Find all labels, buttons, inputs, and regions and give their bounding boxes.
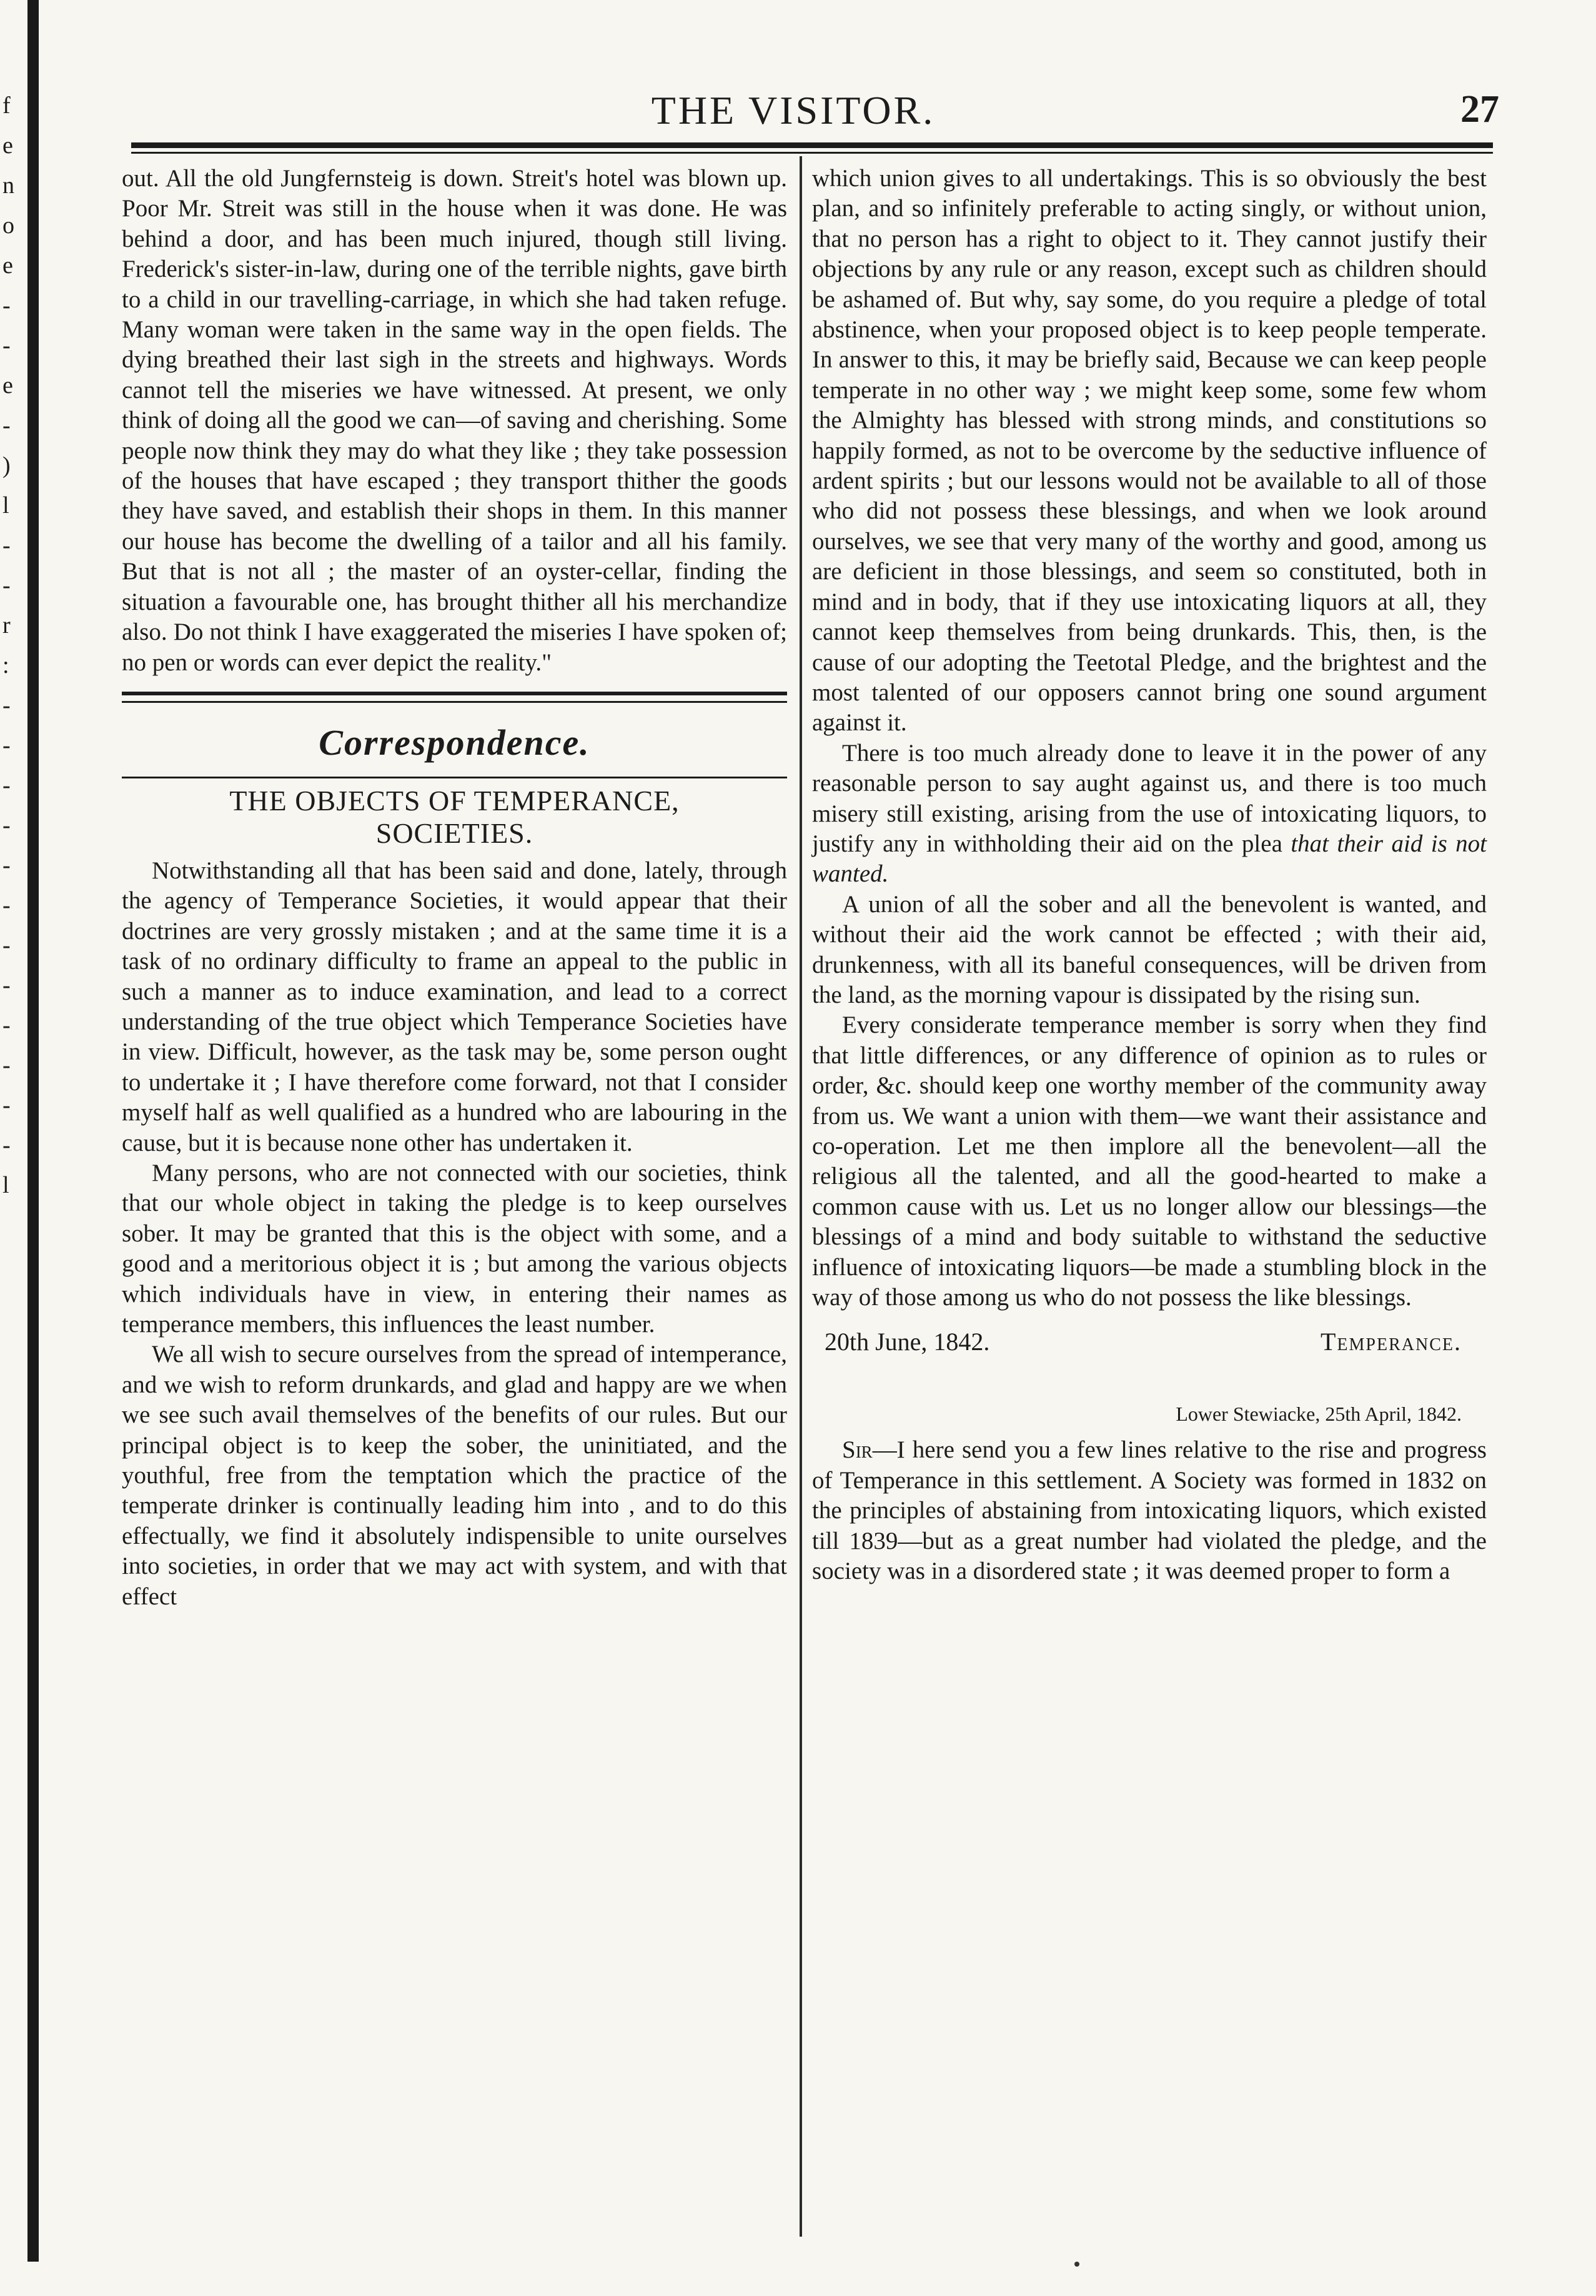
section-rule-thin	[122, 701, 787, 703]
margin-fragment: r	[2, 612, 11, 639]
article-paragraph: Many persons, who are not connected with our societies, think that our whole object in taking the pledge is to keep ourselves sober. It may be granted that this is the object with some, and a good and a meritorious object it is ; but among the various objects which individuals have in view, in entering their names as temperance members, this influences the least number.	[122, 1159, 787, 1338]
italic-phrase: that their aid is not wanted.	[812, 830, 1487, 888]
margin-fragment: -	[2, 532, 11, 559]
letter-salutation: Sir	[842, 1436, 873, 1464]
header-rule-thin	[131, 152, 1493, 154]
margin-fragment: f	[2, 92, 11, 119]
section-rule	[122, 692, 787, 695]
margin-fragment: -	[2, 892, 11, 918]
margin-fragment: -	[2, 1132, 11, 1158]
letter-body: —I here send you a few lines relative to the rise and progress of Temperance in this settlement. A Society was formed in 1832 on the principles of abstaining from intoxicating liquors, which existed till 1839—but as a great number had violated the pledge, and the society was in a disordered state ; it was deemed proper to form a	[812, 1436, 1487, 1585]
page-number: 27	[1460, 88, 1499, 131]
margin-fragment: -	[2, 332, 11, 359]
margin-fragment: n	[2, 172, 14, 199]
article-paragraph: Every considerate temperance member is sorry when they find that little differences, or any difference of opinion as to rules or order, &c. should keep one worthy member of the community away from us. We want a union with them—we want their assistance and co-operation. Let me then implore all the benevolent—all the religious all the talented, and all the good-hearted to make a common cause with us. Let us no longer allow our blessings—the blessings of a mind and body suitable to withstand the seductive influence of intoxicating liquors—be made a stumbling block in the way of those among us who do not possess the like blessings.	[812, 1011, 1487, 1311]
continued-paragraph: out. All the old Jungfernsteig is down. Streit's hotel was blown up. Poor Mr. Streit was still in the house when it was done. He was behind a door, and has been much injured, though still living. Frederick's sister-in-law, during one of the terrible nights, gave birth to a child in our travelling-carriage, in which she had taken refuge. Many woman were taken in the same way in the open fields. The dying breathed their last sigh in the streets and highways. Words cannot tell the miseries we have witnessed. At present, we only think of doing all the good we can—of saving and cherishing. Some people now think they may do what they like ; they take possession of the houses that have escaped ; they transport thither the goods they have saved, and establish their shops in them. In this manner our house has become the dwelling of a tailor and all his family. But that is not all ; the master of an oyster-cellar, finding the situation a favourable one, has brought thither all his merchandize also. Do not think I have exaggerated the miseries I have spoken of; no pen or words can ever depict the reality."	[122, 165, 787, 676]
running-head: THE VISITOR.	[651, 88, 936, 132]
margin-fragment: -	[2, 572, 11, 599]
article-title	[122, 785, 787, 850]
print-speck	[1074, 2262, 1079, 2267]
letter-paragraph	[812, 1435, 1487, 1586]
article-paragraph: We all wish to secure ourselves from the spread of intemperance, and we wish to reform drunkards, and glad and happy are we when we see such avail themselves of the benefits of our rules. But our principal object is to keep the sober, the uninitiated, and the youthful, free from the temptation which the practice of the temperate drinker is continually leading him into , and to do this effectually, we find it absolutely indispensible to unite ourselves into societies, in order that we may act with system, and with that effect	[122, 1341, 787, 1610]
article-title-line: THE OBJECTS OF TEMPERANCE,	[229, 784, 680, 817]
margin-fragment: l	[2, 492, 9, 519]
margin-fragment: -	[2, 932, 11, 958]
margin-fragment: l	[2, 1172, 9, 1198]
binding-rule	[27, 0, 39, 2262]
left-column	[122, 164, 787, 1612]
margin-fragment: -	[2, 772, 11, 798]
margin-fragment: -	[2, 732, 11, 758]
header-rule	[131, 142, 1493, 148]
margin-fragment: -	[2, 292, 11, 319]
signoff-name: Temperance.	[1320, 1328, 1462, 1356]
margin-fragment: e	[2, 132, 13, 159]
margin-fragment: -	[2, 972, 11, 998]
margin-fragment: o	[2, 212, 14, 239]
right-column	[812, 164, 1487, 1586]
margin-fragment: -	[2, 1052, 11, 1078]
margin-fragment: )	[2, 452, 11, 479]
article-paragraph: A union of all the sober and all the benevolent is wanted, and without their aid the work cannot be effected ; with their aid, drunkenness, with all its baneful consequences, will be driven from the land, as the morning vapour is dissipated by the rising sun.	[812, 890, 1487, 1008]
article-title-line: SOCIETIES.	[375, 817, 533, 849]
margin-fragment: -	[2, 852, 11, 878]
margin-fragment: -	[2, 812, 11, 838]
article-paragraph: which union gives to all undertakings. This is so obviously the best plan, and so infinitely preferable to acting singly, or without union, that no person has a right to object to it. They cannot justify their objections by any rule or any reason, except such as children should be ashamed of. But why, say some, do you require a pledge of total abstinence, when your proposed object is to keep people temperate. In answer to this, it may be briefly said, Because we can keep people temperate in no other way ; we might keep some, some few whom the Almighty has blessed with strong minds, and constitutions so happily formed, as not to be overcome by the seductive influence of ardent spirits ; but our lessons would not be available to all of those who did not possess these blessings, and when we look around ourselves, we see that very many of the worthy and good, among us are deficient in those blessings, and seem so constituted, both in mind and in body, that if they use intoxicating liquors at all, they cannot keep themselves from being drunkards. This, then, is the cause of our adopting the Teetotal Pledge, and the brightest and the most talented of our opposers cannot bring one sound argument against it.	[812, 165, 1487, 737]
article-rule	[122, 777, 787, 778]
margin-fragment: -	[2, 1092, 11, 1118]
article-paragraph: Notwithstanding all that has been said and done, lately, through the agency of Temperance Societies, it would appear that their doctrines are very grossly mistaken ; and at the same time it is a task of no ordinary difficulty to frame an appeal to the public in such a manner as to induce examination, and lead to a correct understanding of the true object which Temperance Societies have in view. Difficult, however, as the task may be, some person ought to undertake it ; I have therefore come forward, not that I consider myself half as well qualified as a hundred who are labouring in the cause, but it is because none other has undertaken it.	[122, 857, 787, 1156]
signoff-date: 20th June, 1842.	[825, 1328, 990, 1356]
margin-fragment: e	[2, 252, 13, 279]
margin-fragment: -	[2, 1012, 11, 1038]
article-signoff	[825, 1326, 1462, 1358]
article-paragraph	[812, 738, 1487, 890]
section-heading: Correspondence.	[319, 722, 590, 763]
facing-page-margin	[0, 94, 25, 2230]
margin-fragment: :	[2, 652, 9, 678]
letter-dateline: Lower Stewiacke, 25th April, 1842.	[1176, 1403, 1462, 1426]
paragraph-text: There is too much already done to leave it in the power of any reasonable person to say aught against us, and there is too much misery still existing, arising from the use of intoxicating liquors, to justify any in withholding their aid on the plea	[812, 739, 1487, 857]
margin-fragment: -	[2, 692, 11, 718]
margin-fragment: e	[2, 372, 13, 399]
margin-fragment: -	[2, 412, 11, 439]
column-divider	[800, 156, 802, 2237]
